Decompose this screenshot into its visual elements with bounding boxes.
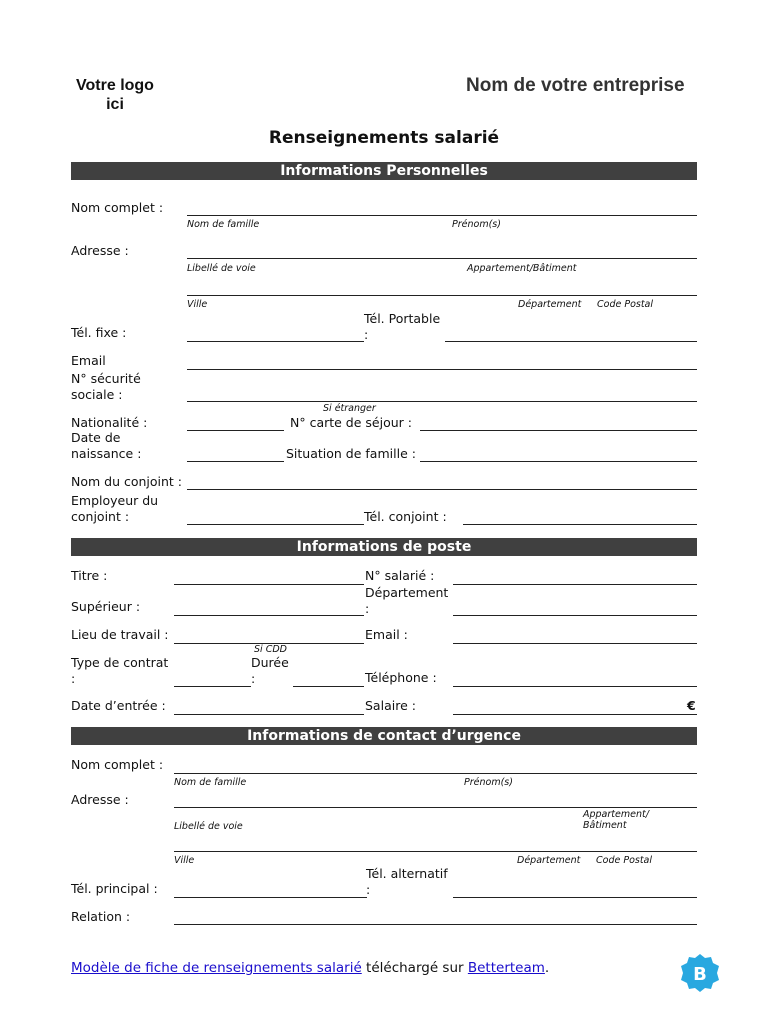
field-job-department[interactable] [453,615,697,616]
caption-lastname: Nom de famille [187,219,260,230]
field-fullname[interactable] [187,215,697,216]
label-spouse-name: Nom du conjoint : [71,474,183,489]
label-mobile-line2: : [364,327,369,342]
caption-emergency-firstname: Prénom(s) [464,777,513,788]
field-spouse-name[interactable] [187,489,697,490]
label-birthdate [71,430,141,462]
field-emergency-phone-alt[interactable] [453,897,697,898]
label-superior: Supérieur : [71,599,141,614]
label-address: Adresse : [71,243,129,258]
label-emergency-phone-alt-line2: : [366,882,371,897]
label-emergency-phone-alt [366,866,448,898]
template-link[interactable]: Modèle de fiche de renseignements salarié [71,960,362,976]
label-residence-card: N° carte de séjour : [290,415,412,430]
label-ssn-line1: N° sécurité [71,371,141,386]
caption-apartment: Appartement/Bâtiment [467,263,577,274]
logo-text-line1: Votre logo [76,77,154,94]
caption-emergency-apartment [583,809,649,831]
footer-text [71,960,549,976]
label-duration-line1: Durée [251,655,289,670]
caption-zip: Code Postal [597,299,654,310]
label-email: Email [71,353,106,368]
label-relation: Relation : [71,909,131,924]
field-birthdate[interactable] [187,461,284,462]
field-spouse-phone[interactable] [463,524,697,525]
section-header-emergency: Informations de contact d’urgence [71,727,697,745]
currency-symbol: € [687,698,696,713]
caption-emergency-city: Ville [174,855,195,866]
field-job-phone[interactable] [453,686,697,687]
label-salary: Salaire : [365,698,416,713]
field-mobile[interactable] [445,341,697,342]
betterteam-badge-icon[interactable] [680,953,720,993]
label-contract-type-line2: : [71,671,76,686]
label-contract-type [71,655,168,687]
field-contract-type[interactable] [174,686,251,687]
badge-letter: B [693,964,707,985]
field-salary[interactable] [453,714,697,715]
label-ssn [71,371,141,403]
field-street[interactable] [187,258,697,259]
label-job-phone: Téléphone : [365,670,437,685]
label-job-title: Titre : [71,568,108,583]
section-header-job: Informations de poste [71,538,697,556]
label-job-department [365,585,448,617]
field-job-email[interactable] [453,643,697,644]
field-duration[interactable] [293,686,364,687]
caption-if-cdd: Si CDD [254,644,287,655]
label-start-date: Date d’entrée : [71,698,166,713]
caption-emergency-lastname: Nom de famille [174,777,247,788]
label-emergency-fullname: Nom complet : [71,757,164,772]
field-employee-number[interactable] [453,584,697,585]
field-emergency-phone-main[interactable] [174,897,367,898]
caption-department: Département [518,299,582,310]
field-email[interactable] [187,369,697,370]
label-job-email: Email : [365,627,408,642]
logo-text-line2: ici [106,96,124,113]
betterteam-link[interactable]: Betterteam [467,960,545,976]
label-phone-fixed: Tél. fixe : [71,325,127,340]
label-emergency-phone-main: Tél. principal : [71,881,158,896]
field-superior[interactable] [174,615,364,616]
field-ssn[interactable] [187,401,697,402]
label-birthdate-line2: naissance : [71,446,142,461]
label-emergency-phone-alt-line1: Tél. alternatif [366,866,448,881]
field-relation[interactable] [174,924,697,925]
label-nationality: Nationalité : [71,415,148,430]
label-spouse-phone: Tél. conjoint : [364,509,447,524]
field-family-status[interactable] [420,461,697,462]
company-name: Nom de votre entreprise [466,75,685,96]
caption-emergency-street: Libellé de voie [174,821,243,832]
caption-street: Libellé de voie [187,263,256,274]
label-contract-type-line1: Type de contrat [71,655,169,670]
label-mobile-line1: Tél. Portable [364,311,441,326]
field-phone-fixed[interactable] [187,341,364,342]
label-spouse-employer-line2: conjoint : [71,509,130,524]
caption-emergency-department: Département [517,855,581,866]
label-workplace: Lieu de travail : [71,627,169,642]
caption-firstname: Prénom(s) [452,219,501,230]
field-start-date[interactable] [174,714,364,715]
footer-end-text: . [544,960,550,976]
label-duration-line2: : [251,671,256,686]
field-emergency-street[interactable] [174,807,697,808]
field-job-title[interactable] [174,584,364,585]
label-birthdate-line1: Date de [71,430,121,445]
label-family-status: Situation de famille : [286,446,416,461]
caption-emergency-apartment-line2: Bâtiment [583,820,627,831]
label-spouse-employer-line1: Employeur du [71,493,159,508]
caption-if-foreign: Si étranger [323,403,376,414]
field-spouse-employer[interactable] [187,524,364,525]
field-residence-card[interactable] [420,430,697,431]
label-ssn-line2: sociale : [71,387,123,402]
label-duration [251,655,289,687]
footer-middle-text: téléchargé sur [361,960,468,976]
field-emergency-city[interactable] [174,851,697,852]
label-emergency-address: Adresse : [71,792,129,807]
field-city[interactable] [187,295,697,296]
page-title: Renseignements salarié [268,128,500,148]
label-employee-number: N° salarié : [365,568,435,583]
logo-placeholder [60,76,170,114]
label-job-department-line2: : [365,601,370,616]
label-job-department-line1: Département [365,585,449,600]
label-fullname: Nom complet : [71,200,164,215]
caption-emergency-zip: Code Postal [596,855,653,866]
field-emergency-fullname[interactable] [174,773,697,774]
label-spouse-employer [71,493,158,525]
caption-emergency-apartment-line1: Appartement/ [583,809,649,820]
label-mobile [364,311,440,343]
field-nationality[interactable] [187,430,284,431]
section-header-personal: Informations Personnelles [71,162,697,180]
caption-city: Ville [187,299,208,310]
